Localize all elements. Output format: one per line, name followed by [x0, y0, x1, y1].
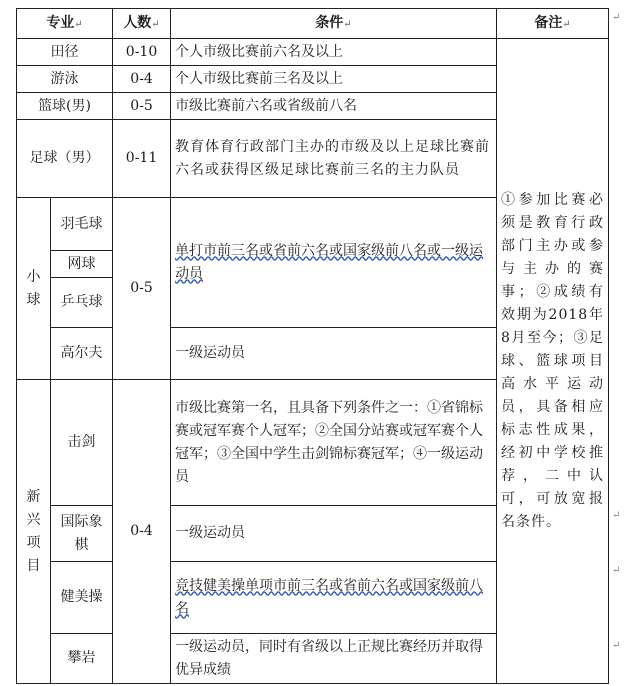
sport-aerobics: 健美操: [51, 562, 113, 634]
sport-golf: 高尔夫: [51, 328, 113, 380]
sport-tennis: 网球: [51, 251, 113, 278]
sport-chess: 国际象棋: [51, 506, 113, 562]
row-end-mark-icon: ↵: [612, 565, 621, 576]
count-cell: 0-4: [113, 66, 171, 93]
condition-cell: 市级比赛前六名或省级前八名: [171, 93, 497, 120]
condition-cell: 一级运动员: [171, 506, 497, 562]
header-notes: 备注↵: [497, 9, 609, 39]
row-end-mark-icon: ↵: [612, 510, 621, 521]
recruitment-table: [16, 8, 609, 684]
header-conditions: 条件↵: [171, 9, 497, 39]
header-major: 专业↵: [17, 9, 113, 39]
header-row: [17, 9, 609, 39]
sport-climbing: 攀岩: [51, 634, 113, 684]
header-count: 人数↵: [113, 9, 171, 39]
count-cell: 0-4: [113, 380, 171, 684]
sport-pingpong: 乒乓球: [51, 278, 113, 328]
major-cell: 篮球(男): [17, 93, 113, 120]
condition-cell: 单打市前三名或省前六名或国家级前八名或一级运动员: [171, 198, 497, 328]
group-new-items: 新 兴 项 目: [17, 380, 51, 684]
condition-cell: 一级运动员，同时有省级以上正规比赛经历并取得优异成绩: [171, 634, 497, 684]
paragraph-mark-icon: ↵: [343, 18, 352, 30]
condition-cell: 竞技健美操单项市前三名或省前六名或国家级前八名: [171, 562, 497, 634]
condition-cell: 教育体育行政部门主办的市级及以上足球比赛前六名或获得区级足球比赛前三名的主力队员: [171, 120, 497, 198]
group-small-ball: 小 球: [17, 198, 51, 380]
count-cell: 0-5: [113, 198, 171, 380]
condition-cell: 一级运动员: [171, 328, 497, 380]
paragraph-mark-icon: ↵: [74, 18, 83, 30]
notes-cell: ①参加比赛必须是教育行政部门主办或参与主办的赛事；②成绩有效期为2018年8月至今；③足球、篮球项目高水平运动员，具备相应标志性成果，经初中学校推荐，二中认可，可放宽报名条件。: [497, 39, 609, 684]
paragraph-mark-icon: ↵: [562, 18, 571, 30]
row-end-mark-icon: ↵: [612, 640, 621, 651]
row-end-mark-icon: ↵: [612, 12, 621, 23]
sport-fencing: 击剑: [51, 380, 113, 506]
condition-cell: 市级比赛第一名，且具备下列条件之一：①省锦标赛或冠军赛个人冠军；②全国分站赛或冠军赛个人冠军；③全国中学生击剑锦标赛冠军；④一级运动员: [171, 380, 497, 506]
paragraph-mark-icon: ↵: [151, 18, 160, 30]
major-cell: 足球（男）: [17, 120, 113, 198]
major-cell: 游泳: [17, 66, 113, 93]
major-cell: 田径: [17, 39, 113, 66]
sport-badminton: 羽毛球: [51, 198, 113, 251]
table-row: [17, 39, 609, 66]
count-cell: 0-10: [113, 39, 171, 66]
condition-cell: 个人市级比赛前六名及以上: [171, 39, 497, 66]
count-cell: 0-11: [113, 120, 171, 198]
condition-cell: 个人市级比赛前三名及以上: [171, 66, 497, 93]
count-cell: 0-5: [113, 93, 171, 120]
